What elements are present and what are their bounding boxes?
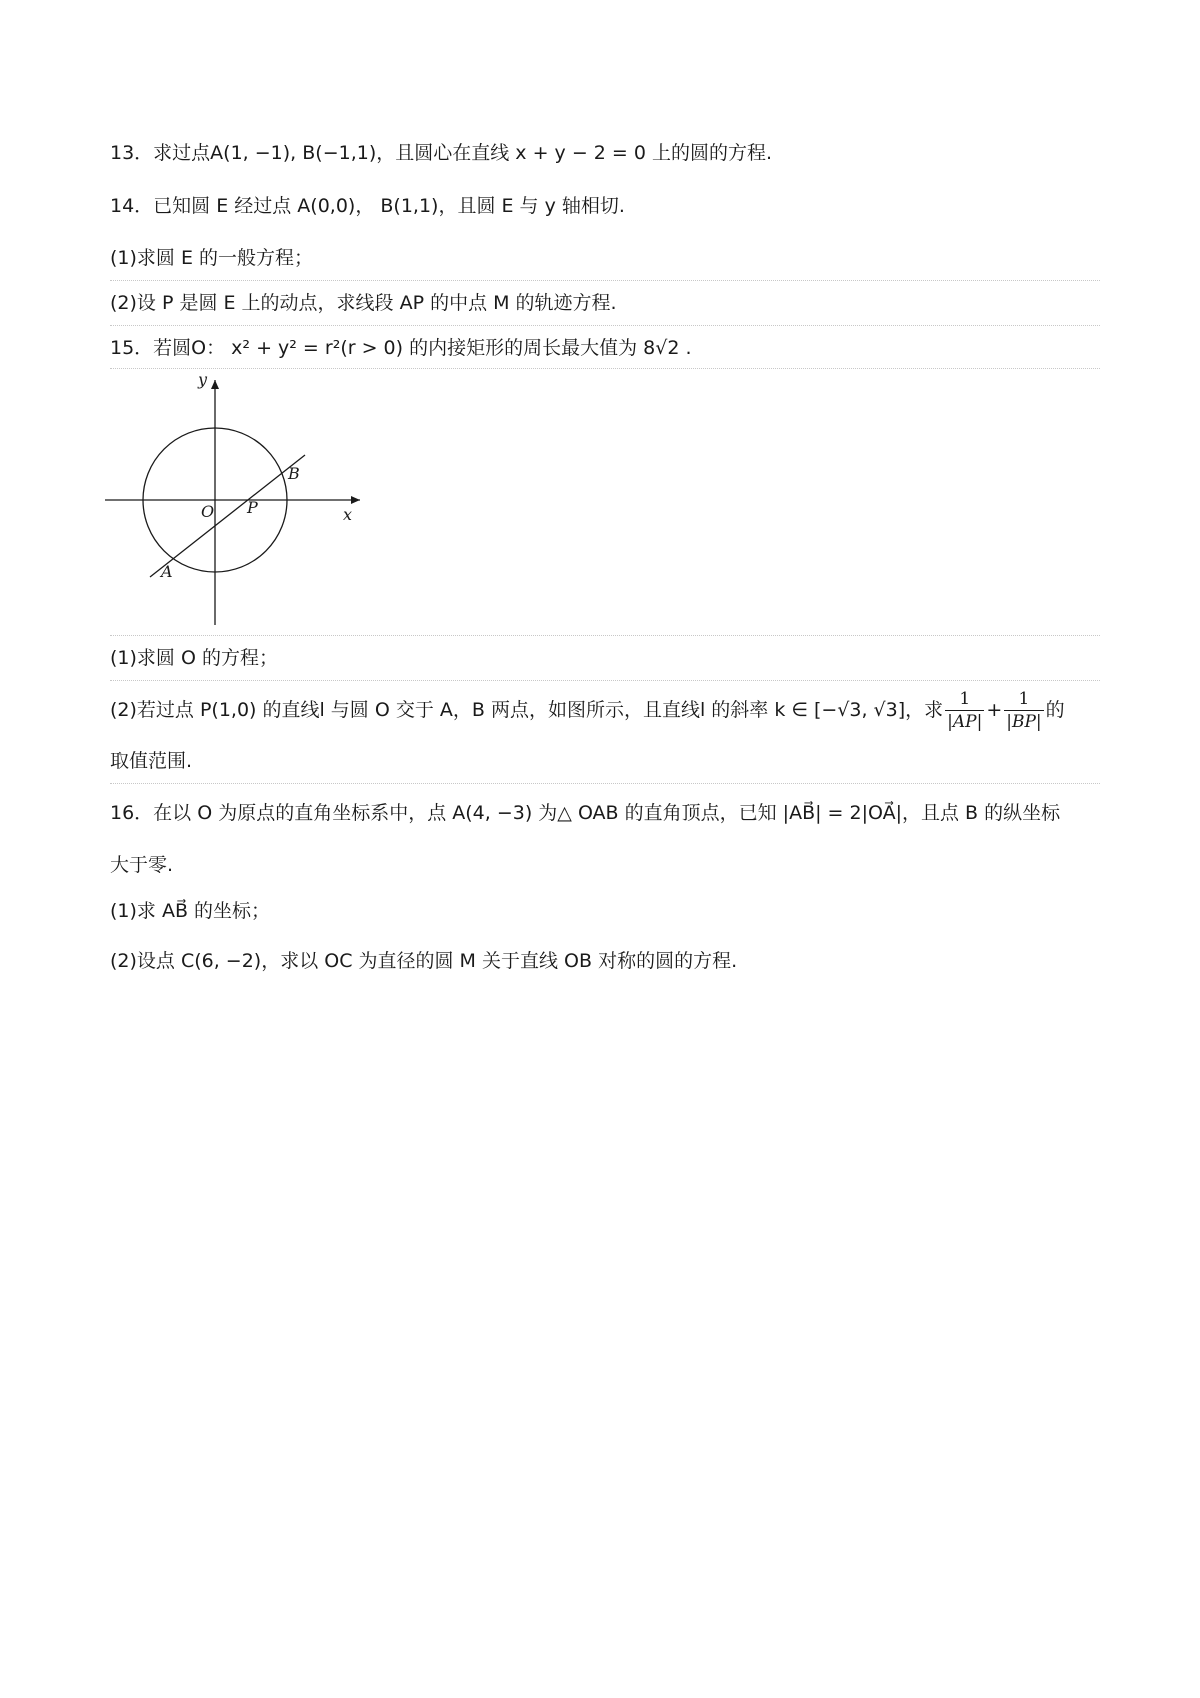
problem-16-part-1: (1)求 AB⃗ 的坐标； bbox=[110, 900, 271, 922]
problem-14-part-2: (2)设 P 是圆 E 上的动点，求线段 AP 的中点 M 的轨迹方程. bbox=[110, 292, 617, 314]
point-b-label: B bbox=[288, 464, 300, 483]
problem-15-part-2-cont: 取值范围. bbox=[110, 750, 193, 772]
fraction-1-over-ap: $\frac{1}{|AP|}$ bbox=[947, 689, 983, 732]
divider bbox=[110, 368, 1100, 369]
line-l bbox=[150, 455, 305, 577]
divider bbox=[110, 635, 1100, 636]
problem-15-part-2-suffix: 的 bbox=[1045, 699, 1065, 721]
problem-14: 14．已知圆 E 经过点 A(0,0)， B(1,1)，且圆 E 与 y 轴相切. bbox=[110, 195, 625, 217]
origin-label: O bbox=[201, 502, 215, 521]
x-axis-label: x bbox=[343, 505, 353, 524]
divider bbox=[110, 783, 1100, 784]
divider bbox=[110, 680, 1100, 681]
y-axis-label: y bbox=[198, 370, 208, 389]
problem-16-part-2: (2)设点 C(6, −2)，求以 OC 为直径的圆 M 关于直线 OB 对称的圆的方程. bbox=[110, 950, 738, 972]
circle-line-figure bbox=[105, 370, 385, 655]
fraction-1-over-bp: $\frac{1}{|BP|}$ bbox=[1006, 689, 1042, 732]
point-p-label: P bbox=[247, 498, 258, 517]
divider bbox=[110, 325, 1100, 326]
problem-15: 15．若圆O： x² + y² = r²(r > 0) 的内接矩形的周长最大值为 8√2 . bbox=[110, 337, 692, 359]
divider bbox=[110, 280, 1100, 281]
problem-16: 16．在以 O 为原点的直角坐标系中，点 A(4, −3) 为△ OAB 的直角顶点，已知 |AB⃗| = 2|OA⃗|，且点 B 的纵坐标 bbox=[110, 802, 1061, 824]
problem-15-part-1: (1)求圆 O 的方程； bbox=[110, 647, 278, 669]
problem-15-part-2 bbox=[110, 686, 1100, 734]
point-a-label: A bbox=[161, 562, 173, 581]
problem-13: 13．求过点A(1, −1), B(−1,1)，且圆心在直线 x + y − 2 = 0 上的圆的方程. bbox=[110, 142, 773, 164]
problem-14-part-1: (1)求圆 E 的一般方程； bbox=[110, 247, 313, 269]
problem-15-part-2-text: (2)若过点 P(1,0) 的直线l 与圆 O 交于 A，B 两点，如图所示，且直线l 的斜率 k ∈ [−√3, √3]，求 bbox=[110, 699, 944, 721]
plus-sign: + bbox=[986, 699, 1003, 721]
problem-16-cont: 大于零. bbox=[110, 854, 174, 876]
